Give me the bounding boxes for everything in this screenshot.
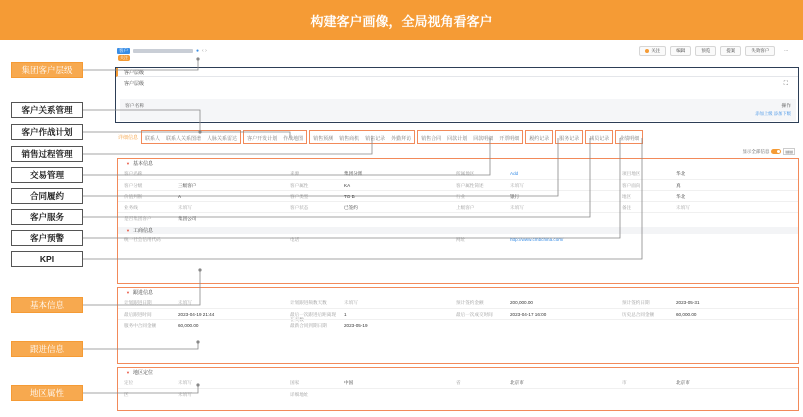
field-row bbox=[118, 319, 798, 330]
tab-reduction-records[interactable]: 减员记录 bbox=[589, 135, 610, 142]
breadcrumb bbox=[117, 48, 207, 54]
field-label: 客户属性简述 bbox=[456, 183, 484, 188]
field-label: 电话 bbox=[290, 237, 300, 242]
customer-tag: 客户 bbox=[119, 48, 128, 53]
nav-arrows-icon[interactable]: ‹ › bbox=[202, 48, 207, 54]
tab-contact-graph[interactable]: 联系人关系图谱 bbox=[166, 135, 202, 142]
field-label: 备注 bbox=[622, 205, 632, 210]
tabgroup-contract bbox=[525, 130, 553, 144]
field-value[interactable]: 华北 bbox=[676, 194, 686, 199]
tab-network-radar[interactable]: 人脉关系雷达 bbox=[207, 135, 238, 142]
collapse-icon[interactable]: ▼ bbox=[126, 290, 130, 295]
field-row bbox=[118, 377, 798, 388]
field-label: 行业 bbox=[456, 194, 466, 199]
field-label: 客户分级 bbox=[124, 183, 143, 188]
edit-button[interactable]: 编辑 bbox=[670, 46, 691, 56]
field-value[interactable]: 未填写 bbox=[510, 183, 524, 188]
detail-tabs bbox=[115, 130, 799, 144]
field-label: 地区 bbox=[622, 194, 632, 199]
field-value[interactable]: 2023-04-17 16:00 bbox=[510, 312, 547, 317]
field-row bbox=[118, 234, 798, 245]
field-row bbox=[118, 308, 798, 322]
tab-dev-plan[interactable]: 客户开发计划 bbox=[247, 135, 278, 142]
group-hierarchy-panel bbox=[115, 67, 799, 123]
field-value[interactable]: 中国 bbox=[344, 380, 354, 385]
field-label: 客户状态 bbox=[290, 205, 309, 210]
field-label: 定位 bbox=[124, 380, 134, 385]
field-label: 来源 bbox=[290, 171, 300, 176]
field-label: 计划跟进日期 bbox=[124, 300, 152, 305]
label-transaction: 交易管理 bbox=[11, 167, 83, 183]
tab-kpi-detail[interactable]: 业绩明细 bbox=[619, 135, 640, 142]
field-value[interactable]: 未填写 bbox=[344, 300, 358, 305]
field-value[interactable]: 未填写 bbox=[510, 205, 524, 210]
field-value[interactable]: 1 bbox=[344, 312, 347, 317]
report-button[interactable]: 提案 bbox=[720, 46, 741, 56]
field-value[interactable]: 北京市 bbox=[676, 380, 690, 385]
tabgroup-kpi bbox=[615, 130, 643, 144]
region-title: 地区定位 bbox=[132, 370, 153, 376]
field-value[interactable]: 北京市 bbox=[510, 380, 524, 385]
group-panel-label: 客户层级 bbox=[124, 80, 145, 87]
tab-overview[interactable]: 详细信息 bbox=[118, 134, 139, 141]
field-value[interactable]: 真 bbox=[676, 183, 681, 188]
field-value[interactable]: 未填写 bbox=[178, 392, 192, 397]
field-value[interactable]: KA bbox=[344, 183, 351, 188]
field-label: 国家 bbox=[290, 380, 300, 385]
tabgroup-sales bbox=[309, 130, 415, 144]
follow-badge: 关注 bbox=[120, 55, 128, 60]
show-all-toggle[interactable]: 显示全部信息 ▤▤ bbox=[742, 148, 793, 154]
biz-title: 工商信息 bbox=[132, 228, 153, 234]
field-label: 市 bbox=[622, 380, 627, 385]
field-label: 客户类型 bbox=[290, 194, 309, 199]
collapse-icon[interactable]: ▼ bbox=[126, 228, 130, 233]
tab-field-visits[interactable]: 外勤拜访 bbox=[391, 135, 412, 142]
field-label: 上级客户 bbox=[456, 205, 475, 210]
label-kpi: KPI bbox=[11, 251, 83, 267]
field-value[interactable]: TO B bbox=[344, 194, 355, 199]
tab-fulfillment[interactable]: 履约记录 bbox=[529, 135, 550, 142]
field-label: 详细地址 bbox=[290, 392, 309, 397]
add-parent-child-links[interactable]: 添加上级 添加下级 bbox=[755, 111, 791, 116]
label-relationship: 客户关系管理 bbox=[11, 102, 83, 118]
field-label: 所属地区 bbox=[456, 171, 475, 176]
tab-invoice-detail[interactable]: 开票明细 bbox=[499, 135, 520, 142]
field-value[interactable]: 未填写 bbox=[178, 300, 192, 305]
tab-sales-records[interactable]: 销售记录 bbox=[365, 135, 386, 142]
tab-contacts[interactable]: 联系人 bbox=[145, 135, 161, 142]
field-value[interactable]: 华北 bbox=[676, 171, 686, 176]
expand-icon[interactable]: ⛶ bbox=[783, 81, 788, 87]
field-label: 客户名称 bbox=[124, 171, 143, 176]
tab-opportunities[interactable]: 销售商机 bbox=[339, 135, 360, 142]
field-label: 最后一次成交时间 bbox=[456, 312, 493, 317]
field-value[interactable]: 60,000.00 bbox=[676, 312, 697, 317]
field-label: 客户面向 bbox=[622, 183, 641, 188]
more-button[interactable]: ... bbox=[784, 47, 788, 52]
banner-title: 构建客户画像，全局视角看客户 bbox=[310, 13, 493, 29]
field-label: 区 bbox=[124, 392, 129, 397]
field-label: 客户属性 bbox=[290, 183, 309, 188]
tabgroup-plan bbox=[243, 130, 307, 144]
label-battle-plan: 客户作战计划 bbox=[11, 124, 83, 140]
field-row bbox=[118, 212, 798, 223]
field-value[interactable]: 已签约 bbox=[344, 205, 358, 210]
field-label: 历史总合同金额 bbox=[622, 312, 655, 317]
col-operation: 操作 bbox=[781, 104, 791, 109]
field-value[interactable]: http://www.cmbchina.com/ bbox=[510, 237, 564, 242]
tabgroup-relationship bbox=[141, 130, 241, 144]
field-label: 预计签约金额 bbox=[456, 300, 484, 305]
field-value[interactable]: 200,000.00 bbox=[510, 300, 533, 305]
preview-button[interactable]: 预览 bbox=[695, 46, 716, 56]
field-value[interactable]: 2023-05-31 bbox=[676, 300, 700, 305]
field-value[interactable]: Add bbox=[510, 171, 519, 176]
field-label: 省 bbox=[456, 380, 461, 385]
label-sales-process: 销售过程管理 bbox=[11, 146, 83, 162]
field-value[interactable]: 2023-05-19 bbox=[344, 323, 368, 328]
field-row bbox=[118, 388, 798, 399]
follow-title: 跟进信息 bbox=[132, 290, 153, 296]
label-basic-info: 基本信息 bbox=[11, 297, 83, 313]
tab-sales-forecast[interactable]: 销售预测 bbox=[313, 135, 334, 142]
field-label: 价值判断 bbox=[124, 194, 143, 199]
tab-payment-plan[interactable]: 回款计划 bbox=[447, 135, 468, 142]
label-region-attr: 地区属性 bbox=[11, 385, 83, 401]
group-panel-title: 客户层级 bbox=[116, 68, 798, 77]
lost-customer-button[interactable]: 失效客户 bbox=[745, 46, 775, 56]
tab-payment-detail[interactable]: 回款明细 bbox=[473, 135, 494, 142]
field-value[interactable]: 未填写 bbox=[676, 205, 690, 210]
field-value[interactable]: 未填写 bbox=[178, 380, 192, 385]
collapse-icon[interactable]: ▼ bbox=[126, 161, 130, 166]
field-label: 业务线 bbox=[124, 205, 138, 210]
label-service: 客户服务 bbox=[11, 209, 83, 225]
label-group-hierarchy: 集团客户层级 bbox=[11, 62, 83, 78]
field-value[interactable]: 集团分派 bbox=[344, 171, 363, 176]
field-label: 是否集团客户 bbox=[124, 216, 152, 221]
tabgroup-deal bbox=[417, 130, 523, 144]
label-contract: 合同履约 bbox=[11, 188, 83, 204]
followup-section bbox=[117, 287, 799, 364]
field-label: 网址 bbox=[456, 237, 466, 242]
field-value[interactable]: 银行 bbox=[510, 194, 520, 199]
field-label: 最新合同到期日期 bbox=[290, 323, 327, 328]
page-banner bbox=[0, 0, 803, 40]
field-label: 服务中合同金额 bbox=[124, 323, 157, 328]
collapse-icon[interactable]: ▼ bbox=[126, 370, 130, 375]
label-followup-info: 跟进信息 bbox=[11, 341, 83, 357]
customer-detail-panel bbox=[115, 44, 799, 414]
tab-service-records[interactable]: 服务记录 bbox=[559, 135, 580, 142]
field-label: 预计签约日期 bbox=[622, 300, 650, 305]
info-icon[interactable]: ● bbox=[196, 48, 200, 54]
follow-button[interactable]: 关注 bbox=[639, 46, 666, 56]
follow-dot-icon bbox=[645, 49, 649, 53]
basic-info-section bbox=[117, 158, 799, 284]
field-row bbox=[118, 190, 798, 201]
field-label: 统一社会信用代码 bbox=[124, 237, 161, 242]
customer-name-redacted bbox=[133, 49, 193, 53]
field-row bbox=[118, 179, 798, 190]
tab-battle-map[interactable]: 作战地图 bbox=[283, 135, 304, 142]
label-warning: 客户预警 bbox=[11, 230, 83, 246]
field-row bbox=[118, 168, 798, 179]
field-label: 项目地区 bbox=[622, 171, 641, 176]
top-toolbar bbox=[115, 44, 799, 58]
tab-sales-contract[interactable]: 销售合同 bbox=[421, 135, 442, 142]
field-value[interactable]: 60,000.00 bbox=[178, 323, 199, 328]
field-label: 计划跟进频数天数 bbox=[290, 300, 327, 305]
field-value[interactable]: A bbox=[178, 194, 182, 199]
field-label: 最后跟进时间 bbox=[124, 312, 152, 317]
field-value[interactable]: 未填写 bbox=[178, 205, 192, 210]
field-value[interactable]: 2023-04-19 21:44 bbox=[178, 312, 215, 317]
field-row bbox=[118, 297, 798, 308]
field-value[interactable]: 集团公司 bbox=[178, 216, 197, 221]
region-section bbox=[117, 367, 799, 411]
group-table bbox=[120, 99, 796, 121]
tabgroup-service bbox=[555, 130, 583, 144]
field-label: 最后一次跟进后距离现在天数 bbox=[290, 312, 336, 322]
tabgroup-warning bbox=[585, 130, 613, 144]
field-value[interactable]: 三级客户 bbox=[178, 183, 197, 188]
field-row bbox=[118, 201, 798, 212]
toggle-switch[interactable] bbox=[771, 149, 781, 154]
col-customer-name: 客户名称 bbox=[125, 104, 145, 109]
grid-icon[interactable]: ▤▤ bbox=[785, 149, 793, 154]
basic-title: 基本信息 bbox=[132, 161, 153, 167]
